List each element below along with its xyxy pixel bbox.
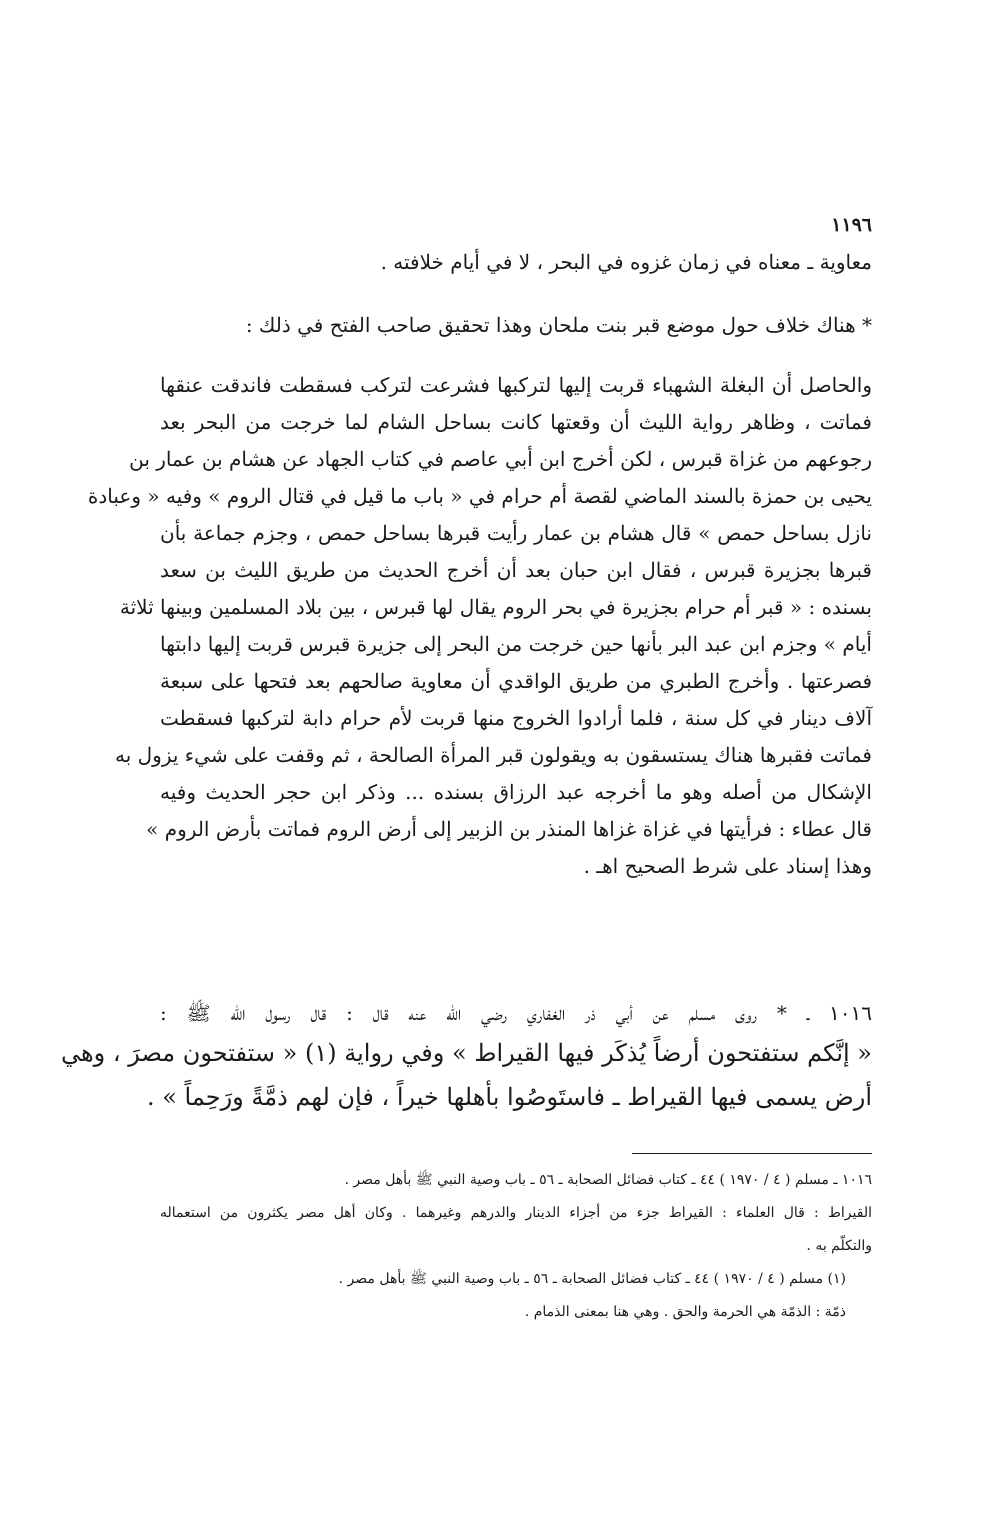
body-line: فماتت فقبرها هناك يستسقون به ويقولون قبر المرأة الصالحة ، ثم وقفت على شيء يزول به <box>114 743 872 767</box>
body-line: فماتت ، وظاهر رواية الليث أن وقعتها كانت بساحل الشام لما خرجت من البحر بعد <box>160 410 872 434</box>
body-line: وهذا إسناد على شرط الصحيح اهـ . <box>583 854 872 878</box>
body-line: * هناك خلاف حول موضع قبر بنت ملحان وهذا تحقيق صاحب الفتح في ذلك : <box>245 313 872 337</box>
footnote-line: (١) مسلم ( ٤ / ١٩٧٠ ) ٤٤ ـ كتاب فضائل الصحابة ـ ٥٦ ـ باب وصية النبي ﷺ بأهل مصر . <box>338 1271 846 1287</box>
hadith-line: أرض يسمى فيها القيراط ـ فاستَوصُوا بأهلها خيراً ، فإن لهم ذمَّةً ورَحِماً » . <box>146 1083 872 1111</box>
body-line: نازل بساحل حمص » قال هشام بن عمار رأيت قبرها بساحل حمص ، وجزم جماعة بأن <box>160 521 872 545</box>
footnote-line: القيراط : قال العلماء : القيراط جزء من أجزاء الدينار والدرهم وغيرهما . وكان أهل مصر يكثرون من استعماله <box>160 1205 872 1221</box>
body-line: يحيى بن حمزة بالسند الماضي لقصة أم حرام في « باب ما قيل في قتال الروم » وفيه « وعبادة <box>87 484 872 508</box>
body-line: الإشكال من أصله وهو ما أخرجه عبد الرزاق بسنده ... وذكر ابن حجر الحديث وفيه <box>160 780 872 804</box>
body-line: والحاصل أن البغلة الشهباء قربت إليها لتركبها فشرعت لتركب فسقطت فاندقت عنقها <box>160 373 872 397</box>
body-line: فصرعتها . وأخرج الطبري من طريق الواقدي أن معاوية صالحهم بعد فتحها على سبعة <box>160 669 873 693</box>
body-line: معاوية ـ معناه في زمان غزوه في البحر ، لا في أيام خلافته . <box>380 250 872 274</box>
body-line: قال عطاء : فرأيتها في غزاة غزاها المنذر بن الزبير إلى أرض الروم فماتت بأرض الروم » <box>146 817 872 841</box>
body-line: رجوعهم من غزاة قبرس ، لكن أخرج ابن أبي عاصم في كتاب الجهاد عن هشام بن عمار بن <box>129 447 872 471</box>
body-line: قبرها بجزيرة قبرس ، فقال ابن حبان بعد أن أخرج الحديث من طريق الليث بن سعد <box>160 558 872 582</box>
footnote-line: ذمّة : الذمّة هي الحرمة والحق . وهي هنا بمعنى الذمام . <box>524 1304 846 1320</box>
footnote-line: ١٠١٦ ـ مسلم ( ٤ / ١٩٧٠ ) ٤٤ ـ كتاب فضائل الصحابة ـ ٥٦ ـ باب وصية النبي ﷺ بأهل مصر . <box>344 1172 872 1188</box>
body-line: آلاف دينار في كل سنة ، فلما أرادوا الخروج منها قربت لأم حرام دابة لتركبها فسقطت <box>160 706 872 730</box>
body-line: بسنده : « قبر أم حرام بجزيرة في بحر الروم يقال لها قبرس ، بين بلاد المسلمين وبينها ثلاثة <box>119 595 872 619</box>
footnote-line: والتكلّم به . <box>806 1238 872 1254</box>
body-line: أيام » وجزم ابن عبد البر بأنها حين خرجت من البحر إلى جزيرة قبرس قربت إليها دابتها <box>160 632 872 656</box>
page-number: ١١٩٦ <box>831 214 872 236</box>
hadith-heading-line: ١٠١٦ ـ * روى مسلم عن أبي ذر الغفاري رضي الله عنه قال : قال رسول الله ﷺ : <box>160 1001 872 1025</box>
hadith-line: « إنَّكم ستفتحون أرضاً يُذكَر فيها القيراط » وفي رواية (١) « ستفتحون مصرَ ، وهي <box>60 1039 872 1067</box>
footnote-divider <box>632 1153 872 1154</box>
